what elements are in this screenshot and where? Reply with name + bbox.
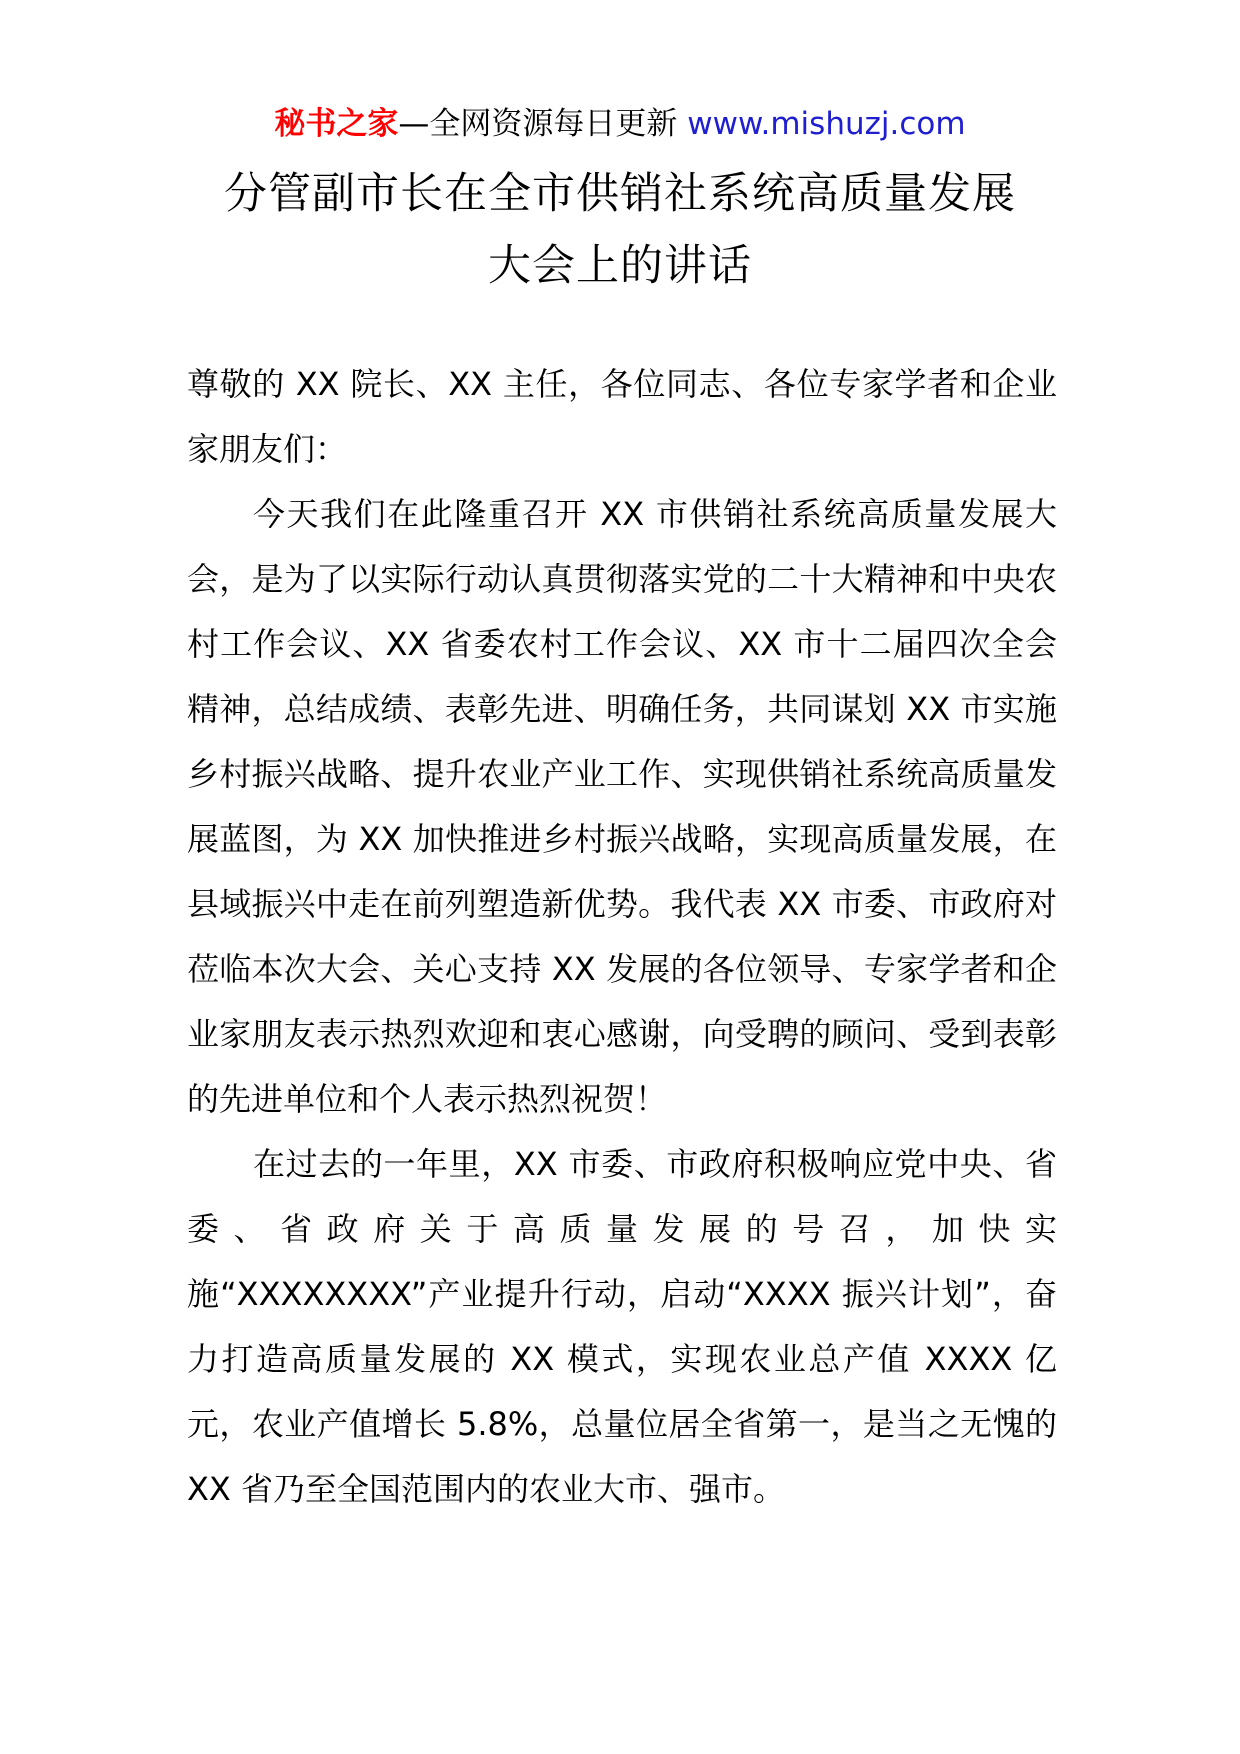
paragraph-1: 今天我们在此隆重召开 XX 市供销社系统高质量发展大会，是为了以实际行动认真贯彻落实党的二十大精神和中央农村工作会议、XX 省委农村工作会议、XX 市十二届四次全会精神，总结成绩、表彰先进、明确任务，共同谋划 XX 市实施乡村振兴战略、提升农业产业工作、实现供销社系统高质量发展蓝图，为 XX 加快推进乡村振兴战略，实现高质量发展，在县域振兴中走在前列塑造新优势。我代表 XX 市委、市政府对莅临本次大会、关心支持 XX 发展的各位领导、专家学者和企业家朋友表示热烈欢迎和衷心感谢，向受聘的顾问、受到表彰的先进单位和个人表示热烈祝贺！ [187,495,1057,1118]
paragraph-2: 在过去的一年里，XX 市委、市政府积极响应党中央、省委、省政府关于高质量发展的号召，加快实施“XXXXXXXX”产业提升行动，启动“XXXX 振兴计划”，奋力打造高质量发展的 XX 模式，实现农业总产值 XXXX 亿元，农业产值增长 5.8%，总量位居全省第一，是当之无愧的 XX 省乃至全国范围内的农业大市、强市。 [187,1145,1057,1508]
document-title [150,158,1090,302]
document-body [187,352,1057,1522]
site-url-link[interactable]: www.mishuzj.com [687,106,966,142]
title-line-1: 分管副市长在全市供销社系统高质量发展 [224,169,1016,219]
header-slogan: —全网资源每日更新 [398,106,688,142]
site-header [0,104,1240,144]
title-line-2: 大会上的讲话 [488,241,752,291]
salutation: 尊敬的 XX 院长、XX 主任，各位同志、各位专家学者和企业家朋友们： [187,365,1057,468]
brand-name: 秘书之家 [274,106,399,142]
